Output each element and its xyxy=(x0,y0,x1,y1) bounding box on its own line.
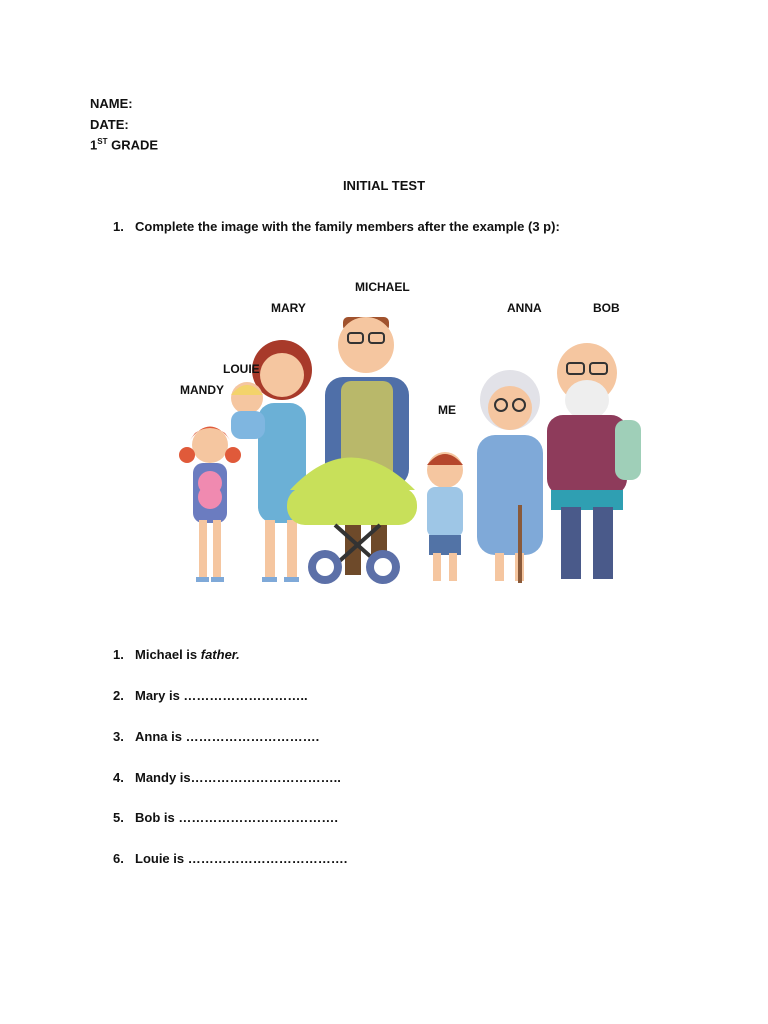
answer-line-2: 2. Mary is ……………………….. xyxy=(113,688,308,703)
date-label: DATE: xyxy=(90,117,129,132)
answer-blank[interactable]: …………………………. xyxy=(185,729,320,744)
name-label: NAME: xyxy=(90,96,133,111)
page-title: INITIAL TEST xyxy=(342,178,426,193)
grandmother-figure xyxy=(477,370,543,583)
label-louie: LOUIE xyxy=(223,362,260,376)
label-mandy: MANDY xyxy=(180,383,224,397)
answer-blank[interactable]: …………………………….. xyxy=(190,770,341,785)
grade-number: 1 xyxy=(90,137,98,153)
label-mary: MARY xyxy=(271,301,306,315)
girl-figure xyxy=(179,427,241,583)
label-me: ME xyxy=(438,403,456,417)
answer-blank[interactable]: ………………………………. xyxy=(187,851,348,866)
question-1 xyxy=(113,219,560,234)
grade-suffix: ST xyxy=(97,137,108,146)
label-michael: MICHAEL xyxy=(355,280,410,294)
answer-line-5: 5. Bob is ………………………………. xyxy=(113,810,338,825)
answer-line-4: 4. Mandy is…………………………….. xyxy=(113,770,341,785)
grade-label xyxy=(90,137,158,152)
question-text: Complete the image with the family members after the example (3 p): xyxy=(135,219,560,234)
answer-example: father. xyxy=(200,647,240,662)
grandfather-figure xyxy=(547,343,641,579)
label-bob: BOB xyxy=(593,301,620,315)
grade-word: GRADE xyxy=(111,137,159,153)
mother-figure xyxy=(252,340,312,582)
answer-line-6: 6. Louie is ………………………………. xyxy=(113,851,348,866)
label-anna: ANNA xyxy=(507,301,542,315)
answer-blank[interactable]: ……………………….. xyxy=(183,688,308,703)
answer-line-3: 3. Anna is …………………………. xyxy=(113,729,320,744)
answer-blank[interactable]: ………………………………. xyxy=(178,810,338,825)
baby-figure xyxy=(231,382,265,439)
family-illustration xyxy=(165,315,655,595)
answer-line-1: 1. Michael is father. xyxy=(113,647,240,662)
boy-figure xyxy=(427,452,463,581)
question-number: 1. xyxy=(113,219,124,234)
